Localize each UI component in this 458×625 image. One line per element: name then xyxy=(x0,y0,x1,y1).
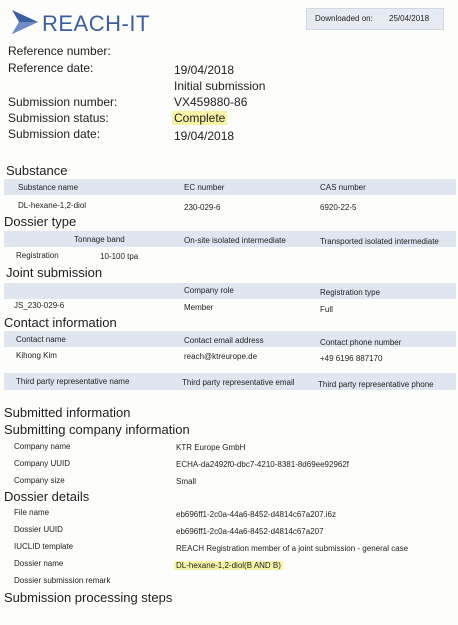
dossier-submission-remark-label: Dossier submission remark xyxy=(14,576,111,585)
joint-submission-id-cell: JS_230-029-6 xyxy=(14,301,65,310)
transported-intermediate-header: Transported isolated intermediate xyxy=(320,237,439,246)
contact-name-header: Contact name xyxy=(16,335,66,344)
dossier-name-value: DL-hexane-1,2-diol(B AND B) xyxy=(176,561,281,570)
dossier-uuid-value: eb696ff1-2c0a-44a6-8452-d4814c67a207 xyxy=(176,527,324,536)
company-role-cell: Member xyxy=(184,303,214,312)
cas-number-cell: 6920-22-5 xyxy=(320,203,357,212)
submission-number-label: Submission number: xyxy=(8,95,118,109)
ec-number-header: EC number xyxy=(184,183,225,192)
submission-date-label: Submission date: xyxy=(8,127,101,141)
download-date: 25/04/2018 xyxy=(389,14,430,23)
download-info xyxy=(306,8,444,30)
file-name-value: eb696ff1-2c0a-44a6-8452-d4814c67a207.i6z xyxy=(176,510,336,519)
submission-status-label: Submission status: xyxy=(8,111,109,125)
contact-email-header: Contact email address xyxy=(184,336,264,345)
company-size-value: Small xyxy=(176,477,197,486)
substance-name-cell: DL-hexane-1,2-diol xyxy=(18,201,87,210)
reach-it-logo-icon xyxy=(10,8,40,36)
joint-submission-section-title: Joint submission xyxy=(6,265,103,280)
cas-number-header: CAS number xyxy=(320,183,366,192)
contact-phone-header: Contact phone number xyxy=(320,338,402,347)
contact-section-title: Contact information xyxy=(4,315,117,330)
iuclid-template-value: REACH Registration member of a joint submission - general case xyxy=(176,544,409,553)
registration-type-cell: Full xyxy=(320,305,333,314)
download-label: Downloaded on: xyxy=(315,14,373,23)
dossier-details-title: Dossier details xyxy=(4,489,90,504)
iuclid-template-label: IUCLID template xyxy=(14,542,74,551)
submitted-info-title: Submitted information xyxy=(4,405,131,420)
submission-status-value: Complete xyxy=(174,111,226,125)
third-party-phone-header: Third party representative phone xyxy=(318,380,434,389)
submission-date-value: 19/04/2018 xyxy=(174,129,235,143)
company-uuid-label: Company UUID xyxy=(14,459,71,468)
third-party-name-header: Third party representative name xyxy=(16,377,130,386)
submitting-company-title: Submitting company information xyxy=(4,422,190,437)
tonnage-band-cell: 10-100 tpa xyxy=(100,252,139,261)
contact-phone-cell: +49 6196 887170 xyxy=(320,354,383,363)
file-name-label: File name xyxy=(14,508,50,517)
onsite-intermediate-header: On-site isolated intermediate xyxy=(184,236,286,245)
dossier-type-section-title: Dossier type xyxy=(4,214,77,229)
company-name-label: Company name xyxy=(14,442,71,451)
contact-name-cell: Kihong Kim xyxy=(16,351,57,360)
registration-type-header: Registration type xyxy=(320,288,381,297)
tonnage-band-header: Tonnage band xyxy=(74,235,125,244)
ec-number-cell: 230-029-6 xyxy=(184,203,221,212)
reference-date-label: Reference date: xyxy=(8,61,94,75)
company-uuid-value: ECHA-da2492f0-dbc7-4210-8381-8d69ee92962f xyxy=(176,460,350,469)
company-name-value: KTR Europe GmbH xyxy=(176,443,246,452)
submission-type-value: Initial submission xyxy=(174,79,266,93)
registration-cell: Registration xyxy=(16,251,59,260)
third-party-email-header: Third party representative email xyxy=(182,378,295,387)
submission-number-value: VX459880-86 xyxy=(174,95,248,109)
reference-date-value: 19/04/2018 xyxy=(174,63,235,77)
substance-section-title: Substance xyxy=(6,163,68,178)
company-size-label: Company size xyxy=(14,476,65,485)
processing-steps-title: Submission processing steps xyxy=(4,590,173,605)
reference-number-label: Reference number: xyxy=(8,44,111,58)
dossier-name-label: Dossier name xyxy=(14,559,64,568)
substance-name-header: Substance name xyxy=(18,183,79,192)
contact-email-cell: reach@ktreurope.de xyxy=(184,352,258,361)
logo-text: REACH-IT xyxy=(42,11,150,36)
dossier-uuid-label: Dossier UUID xyxy=(14,525,63,534)
company-role-header: Company role xyxy=(184,286,234,295)
